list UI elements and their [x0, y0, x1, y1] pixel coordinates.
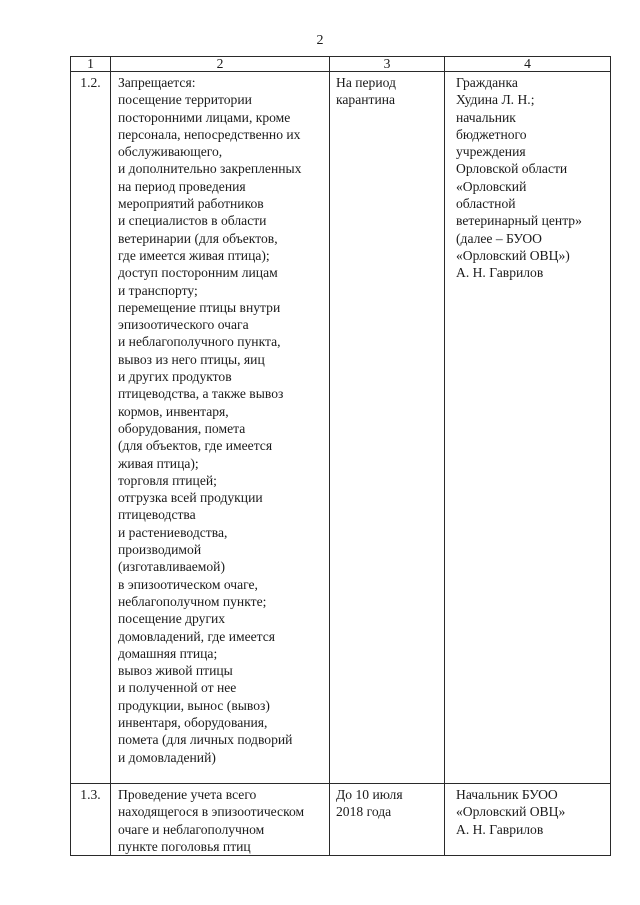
table-header-row [71, 57, 611, 72]
cell-text-line: отгрузка всей продукции [118, 490, 263, 506]
cell-text-line: посещение других [118, 611, 226, 627]
cell-text-line: начальник [456, 109, 516, 125]
cell-text-line: Гражданка [456, 75, 518, 90]
cell-text-line: и домовладений) [118, 749, 216, 765]
cell-text-line: ветеринарии (для объектов, [118, 230, 278, 246]
cell-text-line: областной [456, 196, 516, 212]
cell-text-line: посещение территории [118, 92, 252, 108]
column-header: 3 [330, 57, 445, 72]
cell-text-line: 2018 года [336, 804, 392, 820]
cell-text-line: где имеется живая птица); [118, 247, 270, 263]
cell-text-line: пункте поголовья птиц [118, 838, 251, 854]
cell-text-line: (далее – БУОО [456, 230, 542, 246]
cell-text-line: Начальник БУОО [456, 787, 558, 802]
column-header: 1 [71, 57, 111, 72]
cell-text-line: «Орловский ОВЦ» [456, 804, 566, 820]
cell-text-line: Худина Л. Н.; [456, 92, 535, 108]
cell-text-line: помета (для личных подворий [118, 732, 293, 748]
cell-text-line: доступ посторонним лицам [118, 265, 278, 281]
cell-text-line: перемещение птицы внутри [118, 299, 281, 315]
cell-text-line: оборудования, помета [118, 420, 246, 436]
action-cell [111, 72, 330, 784]
cell-text-line: и полученной от нее [118, 680, 237, 696]
cell-text-line: домашняя птица; [118, 645, 218, 661]
cell-text-line: (для объектов, где имеется [118, 438, 273, 454]
cell-text-line: А. Н. Гаврилов [456, 265, 544, 281]
cell-text-line: «Орловский ОВЦ») [456, 247, 570, 263]
responsible-cell [445, 72, 611, 784]
action-cell [111, 784, 330, 856]
cell-text-line: учреждения [456, 144, 526, 160]
cell-text-line: и других продуктов [118, 369, 232, 385]
cell-text-line: птицеводства, а также вывоз [118, 386, 284, 402]
cell-text-line: вывоз живой птицы [118, 663, 233, 679]
cell-text-line: очаге и неблагополучном [118, 821, 265, 837]
cell-text-line: и неблагополучного пункта, [118, 334, 281, 350]
table-row [71, 784, 611, 856]
cell-text-line: находящегося в эпизоотическом [118, 804, 305, 820]
cell-text-line: Орловской области [456, 161, 568, 177]
term-cell [330, 784, 445, 856]
cell-text-line: Проведение учета всего [118, 787, 257, 802]
item-number: 1.2. [71, 72, 111, 784]
cell-text-line: «Орловский [456, 178, 527, 194]
cell-text-line: мероприятий работников [118, 196, 264, 212]
item-number: 1.3. [71, 784, 111, 856]
cell-text-line: на период проведения [118, 178, 246, 194]
cell-text-line: продукции, вынос (вывоз) [118, 697, 270, 713]
cell-text-line: карантина [336, 92, 396, 108]
cell-text-line: посторонними лицами, кроме [118, 109, 291, 125]
cell-text-line: А. Н. Гаврилов [456, 821, 544, 837]
cell-text-line: обслуживающего, [118, 144, 223, 160]
cell-text-line: Запрещается: [118, 75, 196, 90]
table-row [71, 72, 611, 784]
cell-text-line: и транспорту; [118, 282, 198, 298]
cell-text-line: производимой [118, 542, 202, 558]
cell-text-line: кормов, инвентаря, [118, 403, 229, 419]
page-number: 2 [316, 33, 324, 48]
cell-text-line: в эпизоотическом очаге, [118, 576, 258, 592]
cell-text-line: вывоз из него птицы, яиц [118, 351, 265, 367]
cell-text-line: и растениеводства, [118, 524, 228, 540]
cell-text-line: и дополнительно закрепленных [118, 161, 302, 177]
cell-text-line: торговля птицей; [118, 472, 217, 488]
cell-text-line: птицеводства [118, 507, 196, 523]
cell-text-line: домовладений, где имеется [118, 628, 276, 644]
term-cell [330, 72, 445, 784]
cell-text-line: бюджетного [456, 126, 527, 142]
cell-text-line: ветеринарный центр» [456, 213, 582, 229]
cell-text-line: персонала, непосредственно их [118, 126, 301, 142]
column-header: 4 [445, 57, 611, 72]
cell-text-line: неблагополучном пункте; [118, 593, 267, 609]
plan-table [70, 56, 611, 856]
column-header: 2 [111, 57, 330, 72]
cell-text-line: (изготавливаемой) [118, 559, 225, 575]
cell-text-line: эпизоотического очага [118, 317, 249, 333]
cell-text-line: До 10 июля [336, 787, 403, 802]
responsible-cell [445, 784, 611, 856]
cell-text-line: инвентаря, оборудования, [118, 714, 268, 730]
cell-text-line: живая птица); [118, 455, 199, 471]
cell-text-line: и специалистов в области [118, 213, 267, 229]
cell-text-line: На период [336, 75, 396, 90]
